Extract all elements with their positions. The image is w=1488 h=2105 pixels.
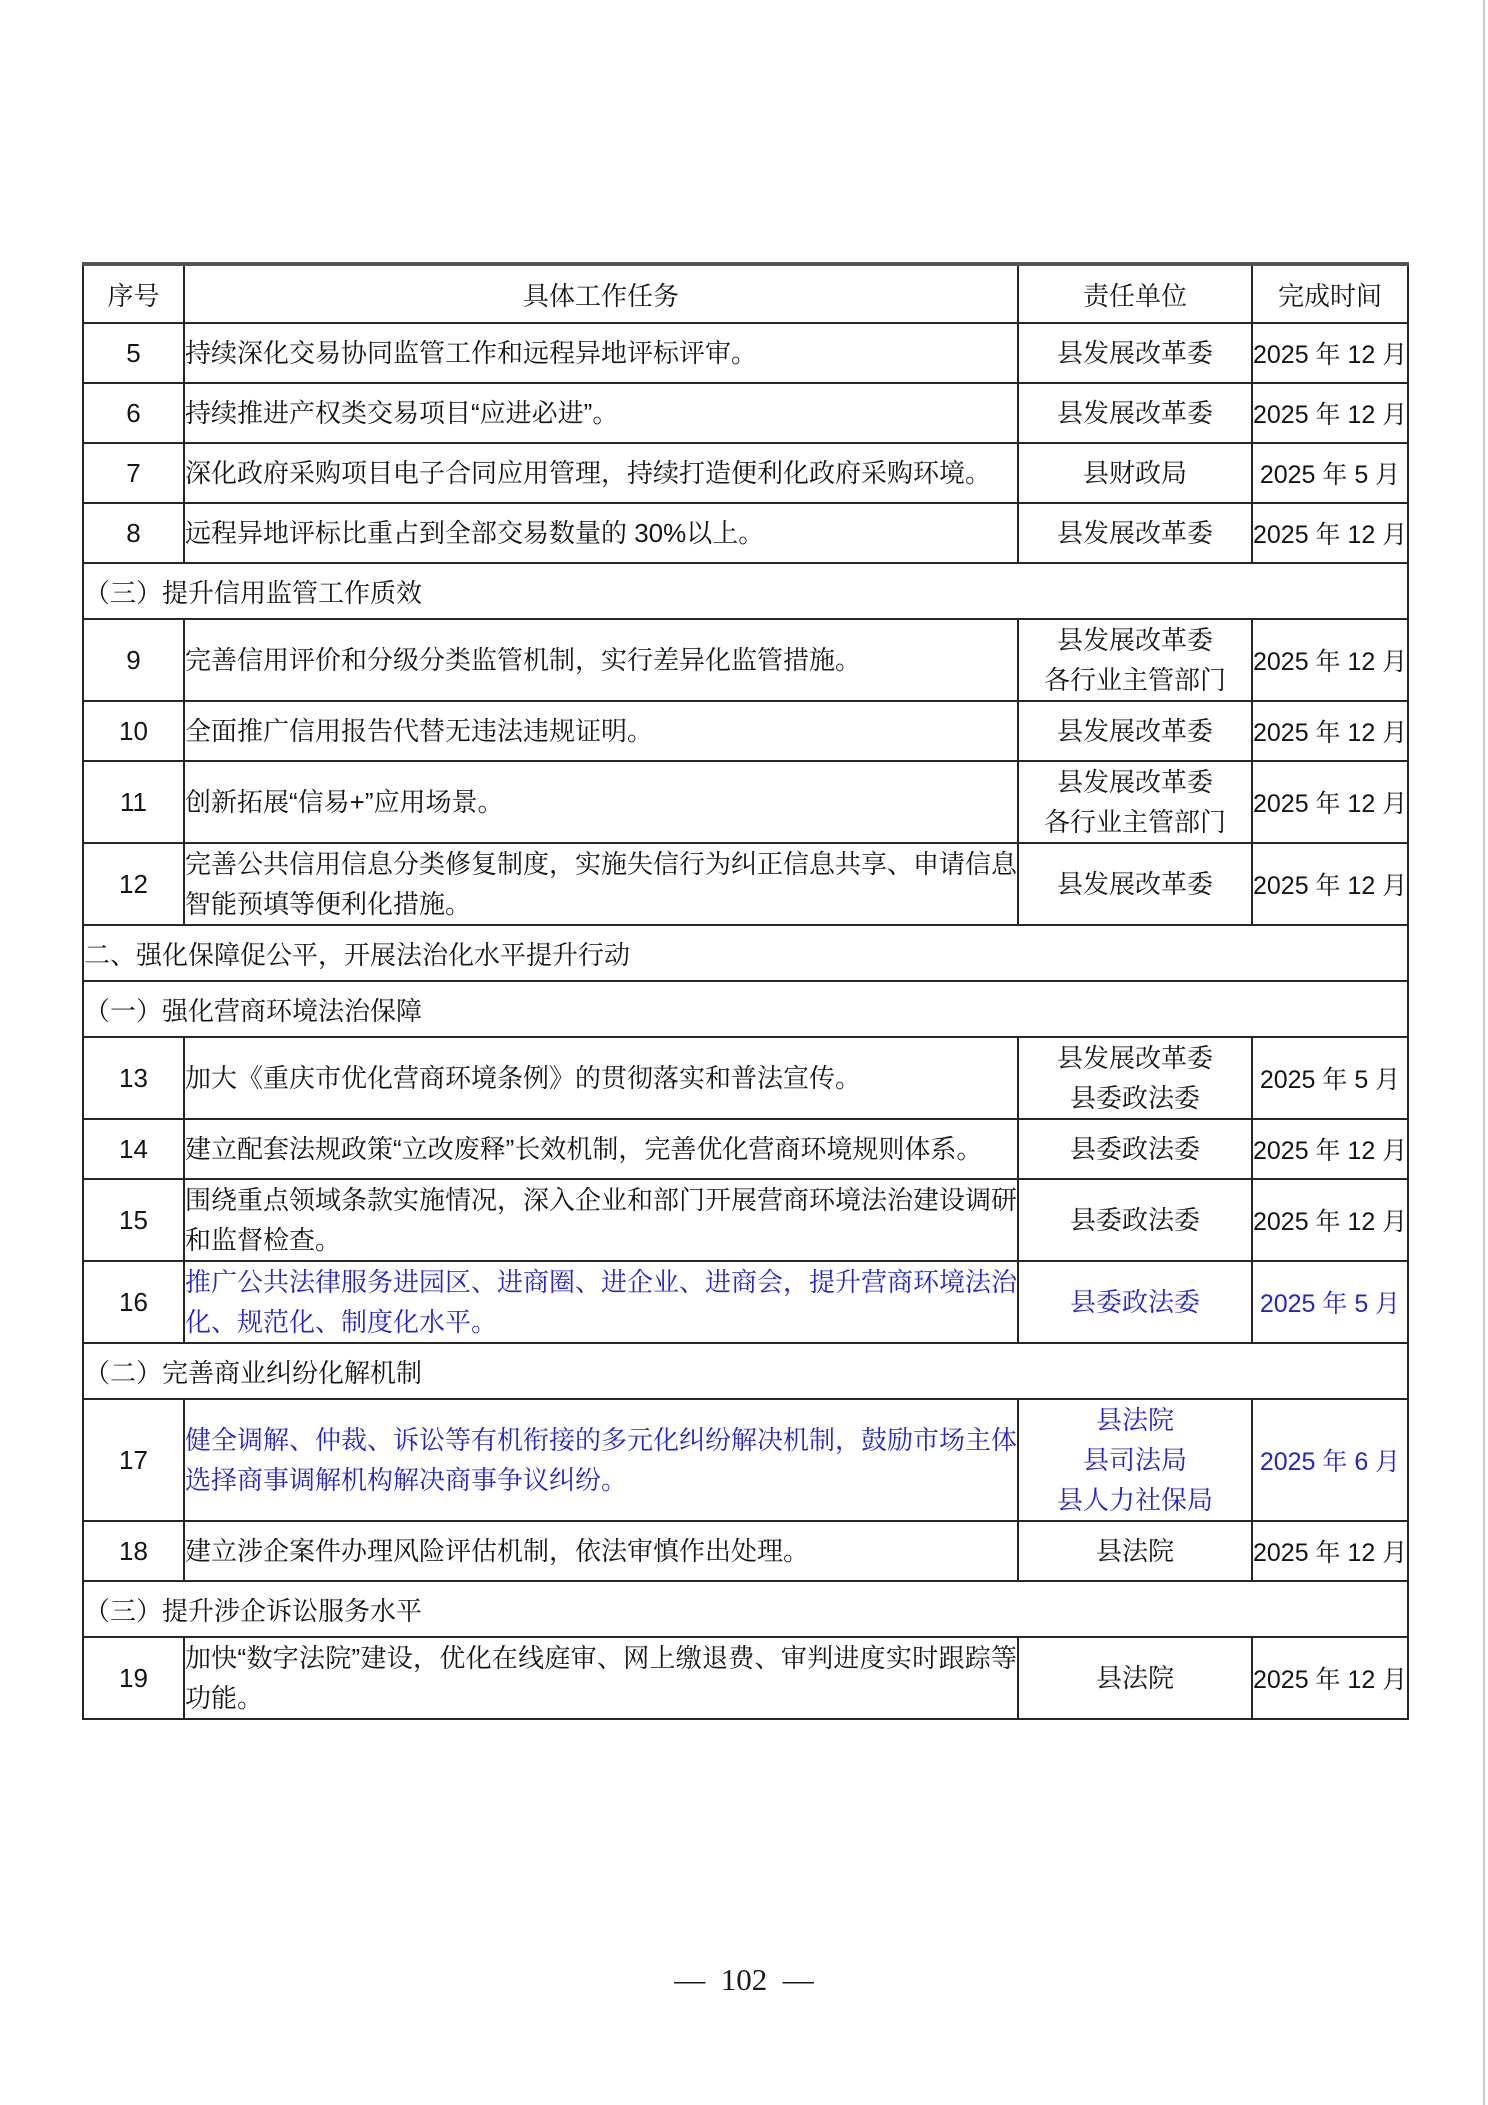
responsible-unit-line: 县委政法委 xyxy=(1069,1083,1200,1113)
task-row xyxy=(83,1521,1408,1581)
work-task-table xyxy=(82,262,1409,1720)
task-row xyxy=(83,443,1408,503)
task-serial-number: 17 xyxy=(83,1399,184,1521)
completion-time: 2025 年 12 月 xyxy=(1252,701,1408,761)
responsible-unit xyxy=(1018,701,1252,761)
task-description: 持续推进产权类交易项目“应进必进”。 xyxy=(184,383,1018,443)
header-serial-number: 序号 xyxy=(83,264,184,323)
completion-time: 2025 年 12 月 xyxy=(1252,323,1408,383)
task-serial-number: 6 xyxy=(83,383,184,443)
task-serial-number: 14 xyxy=(83,1119,184,1179)
section-label: （三）提升涉企诉讼服务水平 xyxy=(83,1581,1408,1637)
task-row xyxy=(83,1637,1408,1719)
task-description: 建立配套法规政策“立改废释”长效机制，完善优化营商环境规则体系。 xyxy=(184,1119,1018,1179)
responsible-unit-line: 县发展改革委 xyxy=(1056,716,1213,746)
responsible-unit xyxy=(1018,1637,1252,1719)
task-description: 围绕重点领域条款实施情况，深入企业和部门开展营商环境法治建设调研和监督检查。 xyxy=(184,1179,1018,1261)
task-description: 加快“数字法院”建设，优化在线庭审、网上缴退费、审判进度实时跟踪等功能。 xyxy=(184,1637,1018,1719)
task-description: 深化政府采购项目电子合同应用管理，持续打造便利化政府采购环境。 xyxy=(184,443,1018,503)
section-label: （三）提升信用监管工作质效 xyxy=(83,563,1408,619)
responsible-unit-line: 县法院 xyxy=(1095,1663,1174,1693)
task-serial-number: 11 xyxy=(83,761,184,843)
responsible-unit xyxy=(1018,1399,1252,1521)
section-row xyxy=(83,563,1408,619)
task-serial-number: 5 xyxy=(83,323,184,383)
task-description: 推广公共法律服务进园区、进商圈、进企业、进商会，提升营商环境法治化、规范化、制度化水平。 xyxy=(184,1261,1018,1343)
page-number: — 102 — xyxy=(674,1962,814,1997)
task-description: 健全调解、仲裁、诉讼等有机衔接的多元化纠纷解决机制，鼓励市场主体选择商事调解机构解决商事争议纠纷。 xyxy=(184,1399,1018,1521)
task-row xyxy=(83,323,1408,383)
task-serial-number: 7 xyxy=(83,443,184,503)
responsible-unit xyxy=(1018,843,1252,925)
completion-time: 2025 年 5 月 xyxy=(1252,1261,1408,1343)
task-serial-number: 12 xyxy=(83,843,184,925)
responsible-unit xyxy=(1018,503,1252,563)
task-description: 创新拓展“信易+”应用场景。 xyxy=(184,761,1018,843)
responsible-unit-line: 县委政法委 xyxy=(1069,1205,1200,1235)
task-serial-number: 19 xyxy=(83,1637,184,1719)
task-serial-number: 8 xyxy=(83,503,184,563)
responsible-unit-line: 县发展改革委 xyxy=(1056,338,1213,368)
completion-time: 2025 年 5 月 xyxy=(1252,443,1408,503)
responsible-unit-line: 县人力社保局 xyxy=(1056,1485,1213,1515)
task-serial-number: 16 xyxy=(83,1261,184,1343)
task-row xyxy=(83,503,1408,563)
task-serial-number: 18 xyxy=(83,1521,184,1581)
responsible-unit xyxy=(1018,323,1252,383)
completion-time: 2025 年 12 月 xyxy=(1252,503,1408,563)
responsible-unit xyxy=(1018,1119,1252,1179)
responsible-unit-line: 县发展改革委 xyxy=(1056,767,1213,797)
page-edge-line xyxy=(1483,0,1485,2105)
completion-time: 2025 年 12 月 xyxy=(1252,761,1408,843)
section-label: （二）完善商业纠纷化解机制 xyxy=(83,1343,1408,1399)
task-serial-number: 10 xyxy=(83,701,184,761)
responsible-unit xyxy=(1018,1179,1252,1261)
completion-time: 2025 年 12 月 xyxy=(1252,1119,1408,1179)
responsible-unit xyxy=(1018,1037,1252,1119)
task-description: 完善信用评价和分级分类监管机制，实行差异化监管措施。 xyxy=(184,619,1018,701)
responsible-unit-line: 县委政法委 xyxy=(1069,1287,1200,1317)
task-description: 完善公共信用信息分类修复制度，实施失信行为纠正信息共享、申请信息智能预填等便利化措施。 xyxy=(184,843,1018,925)
header-completion-time: 完成时间 xyxy=(1252,264,1408,323)
section-row xyxy=(83,981,1408,1037)
task-description: 加大《重庆市优化营商环境条例》的贯彻落实和普法宣传。 xyxy=(184,1037,1018,1119)
section-label: 二、强化保障促公平，开展法治化水平提升行动 xyxy=(83,925,1408,981)
responsible-unit xyxy=(1018,1261,1252,1343)
responsible-unit-line: 县委政法委 xyxy=(1069,1134,1200,1164)
completion-time: 2025 年 12 月 xyxy=(1252,1179,1408,1261)
responsible-unit-line: 各行业主管部门 xyxy=(1043,665,1226,695)
responsible-unit xyxy=(1018,443,1252,503)
responsible-unit xyxy=(1018,1521,1252,1581)
completion-time: 2025 年 12 月 xyxy=(1252,619,1408,701)
responsible-unit-line: 县法院 xyxy=(1095,1536,1174,1566)
responsible-unit xyxy=(1018,761,1252,843)
task-row xyxy=(83,1179,1408,1261)
responsible-unit-line: 县法院 xyxy=(1095,1405,1174,1435)
table-header-row xyxy=(83,264,1408,323)
completion-time: 2025 年 12 月 xyxy=(1252,843,1408,925)
task-serial-number: 9 xyxy=(83,619,184,701)
task-table-body xyxy=(83,323,1408,1719)
task-row xyxy=(83,761,1408,843)
responsible-unit-line: 县发展改革委 xyxy=(1056,1043,1213,1073)
responsible-unit xyxy=(1018,619,1252,701)
task-row xyxy=(83,619,1408,701)
task-description: 远程异地评标比重占到全部交易数量的 30%以上。 xyxy=(184,503,1018,563)
task-row xyxy=(83,1399,1408,1521)
task-description: 建立涉企案件办理风险评估机制，依法审慎作出处理。 xyxy=(184,1521,1018,1581)
responsible-unit-line: 县发展改革委 xyxy=(1056,398,1213,428)
responsible-unit-line: 县发展改革委 xyxy=(1056,518,1213,548)
completion-time: 2025 年 12 月 xyxy=(1252,1637,1408,1719)
section-row xyxy=(83,1581,1408,1637)
completion-time: 2025 年 6 月 xyxy=(1252,1399,1408,1521)
task-serial-number: 13 xyxy=(83,1037,184,1119)
header-responsible-unit: 责任单位 xyxy=(1018,264,1252,323)
completion-time: 2025 年 12 月 xyxy=(1252,1521,1408,1581)
responsible-unit-line: 县司法局 xyxy=(1082,1445,1187,1475)
task-row xyxy=(83,1261,1408,1343)
responsible-unit-line: 县发展改革委 xyxy=(1056,869,1213,899)
task-description: 全面推广信用报告代替无违法违规证明。 xyxy=(184,701,1018,761)
responsible-unit xyxy=(1018,383,1252,443)
section-row xyxy=(83,1343,1408,1399)
section-label: （一）强化营商环境法治保障 xyxy=(83,981,1408,1037)
task-row xyxy=(83,1119,1408,1179)
task-row xyxy=(83,383,1408,443)
completion-time: 2025 年 5 月 xyxy=(1252,1037,1408,1119)
header-task: 具体工作任务 xyxy=(184,264,1018,323)
task-row xyxy=(83,1037,1408,1119)
task-description: 持续深化交易协同监管工作和远程异地评标评审。 xyxy=(184,323,1018,383)
task-row xyxy=(83,701,1408,761)
responsible-unit-line: 县财政局 xyxy=(1082,458,1187,488)
section-row xyxy=(83,925,1408,981)
task-row xyxy=(83,843,1408,925)
responsible-unit-line: 各行业主管部门 xyxy=(1043,807,1226,837)
responsible-unit-line: 县发展改革委 xyxy=(1056,625,1213,655)
task-serial-number: 15 xyxy=(83,1179,184,1261)
completion-time: 2025 年 12 月 xyxy=(1252,383,1408,443)
